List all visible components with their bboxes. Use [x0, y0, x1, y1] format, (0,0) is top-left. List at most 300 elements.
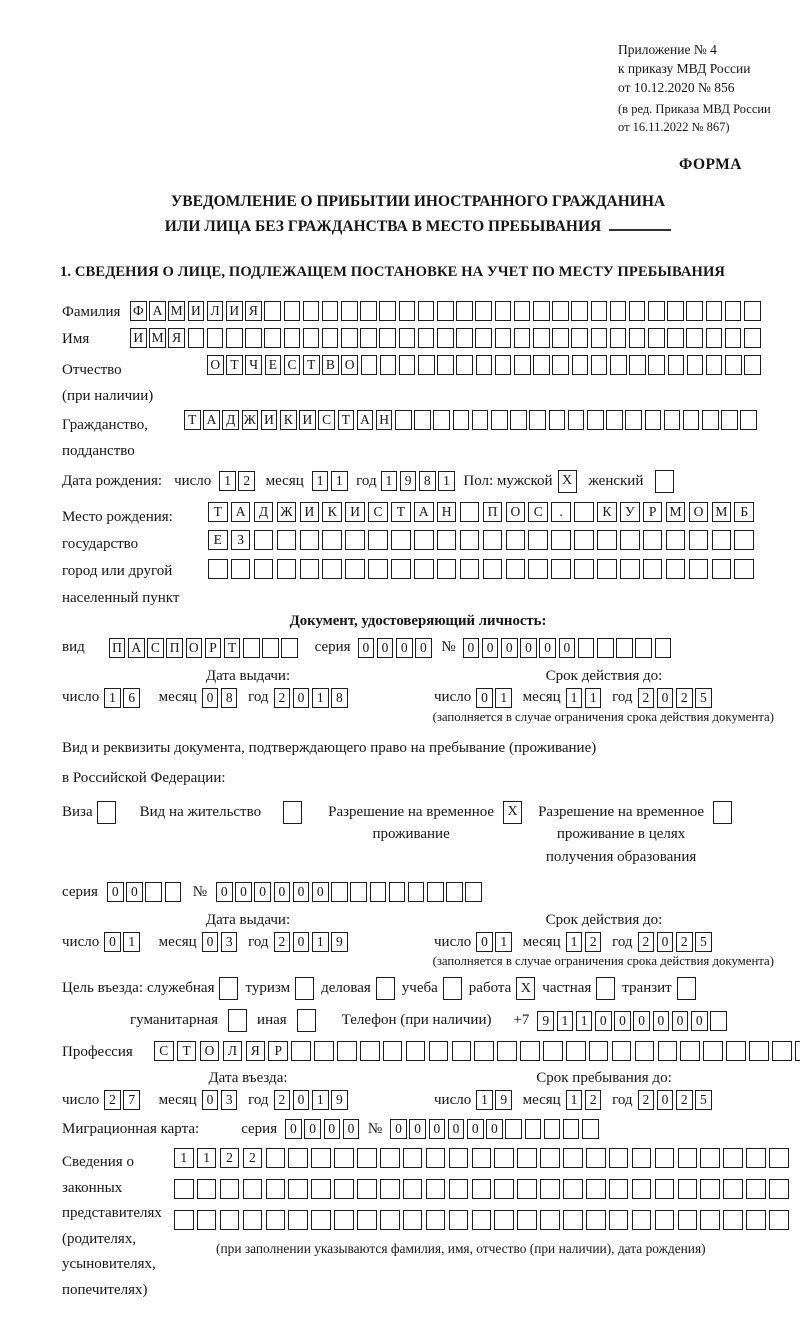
char-box [586, 1179, 606, 1199]
char-box [322, 559, 342, 579]
char-box [291, 1041, 311, 1061]
char-box: 0 [343, 1119, 360, 1139]
char-box [734, 530, 754, 550]
doc-valid-month-boxes [566, 688, 604, 708]
char-box [517, 1210, 537, 1230]
residence-valid-until-heading: Срок действия до: [545, 912, 663, 929]
temp-permit-label: Разрешение на временное проживание [328, 803, 495, 843]
entry-dates-block [62, 1070, 774, 1110]
char-box: 5 [695, 932, 712, 952]
purpose-option-label: частная [542, 980, 592, 997]
char-box [360, 301, 377, 321]
char-box: М [712, 502, 732, 522]
char-box [528, 559, 548, 579]
char-box [207, 328, 224, 348]
char-box [549, 410, 566, 430]
day-label: число [434, 1091, 472, 1108]
char-box: 0 [293, 688, 310, 708]
char-box [563, 1210, 583, 1230]
char-box [655, 1148, 675, 1168]
char-box [361, 355, 378, 375]
visit-purpose-label: Цель въезда: [62, 980, 143, 997]
char-box [725, 355, 742, 375]
char-box [345, 559, 365, 579]
char-box: 1 [123, 932, 140, 952]
char-box: Я [246, 1041, 266, 1061]
doc-kind-label: вид [62, 639, 85, 656]
char-box: 0 [429, 1119, 446, 1139]
char-box: 2 [274, 688, 291, 708]
char-box [629, 355, 646, 375]
doc-kind-boxes [109, 638, 301, 658]
day-label: число [62, 689, 100, 706]
char-box [311, 1210, 331, 1230]
char-box [437, 355, 454, 375]
char-box: 0 [126, 882, 143, 902]
char-box: 3 [221, 932, 238, 952]
annex-line: от 10.12.2020 № 856 [618, 80, 735, 96]
char-box: 1 [381, 471, 398, 491]
birth-place-block [62, 502, 774, 613]
name-row [62, 328, 774, 348]
char-box [380, 1179, 400, 1199]
identity-doc-row [62, 638, 774, 658]
doc-issue-date-heading: Дата выдачи: [205, 667, 291, 684]
char-box: 2 [238, 471, 255, 491]
char-box [721, 410, 738, 430]
char-box [334, 1210, 354, 1230]
char-box [426, 1148, 446, 1168]
char-box [243, 638, 260, 658]
char-box [612, 1041, 632, 1061]
char-box: Ж [242, 410, 259, 430]
char-box: С [154, 1041, 174, 1061]
char-box [668, 355, 685, 375]
char-box [587, 410, 604, 430]
char-box: 2 [585, 1090, 602, 1110]
char-box [288, 1210, 308, 1230]
char-box [571, 301, 588, 321]
residence-issue-month-boxes [202, 932, 240, 952]
purpose-option-label: транзит [622, 980, 672, 997]
char-box: 0 [274, 882, 291, 902]
char-box: И [345, 502, 365, 522]
char-box [264, 301, 281, 321]
char-box: 1 [557, 1011, 574, 1031]
char-box: 8 [331, 688, 348, 708]
char-box: Ч [245, 355, 262, 375]
char-box [643, 530, 663, 550]
char-box [491, 410, 508, 430]
char-box [666, 530, 686, 550]
char-box [465, 882, 482, 902]
char-box [368, 530, 388, 550]
char-box: И [188, 301, 205, 321]
char-box [648, 355, 665, 375]
char-box [429, 1041, 449, 1061]
char-box [165, 882, 182, 902]
citizenship-boxes [184, 410, 760, 430]
purpose-humanitarian-checkbox [228, 1009, 247, 1032]
char-box: А [128, 638, 145, 658]
char-box [552, 301, 569, 321]
char-box [749, 1041, 769, 1061]
char-box: С [528, 502, 548, 522]
char-box: И [300, 502, 320, 522]
char-box: Я [245, 301, 262, 321]
char-box [700, 1179, 720, 1199]
char-box: 1 [476, 1090, 493, 1110]
char-box: И [130, 328, 147, 348]
char-box [266, 1179, 286, 1199]
char-box: 8 [419, 471, 436, 491]
char-box [746, 1148, 766, 1168]
char-box: 9 [331, 932, 348, 952]
month-label: месяц [265, 472, 304, 489]
doc-valid-day-boxes [476, 688, 514, 708]
char-box [529, 410, 546, 430]
char-box: О [186, 638, 203, 658]
char-box [370, 882, 387, 902]
char-box: 0 [293, 932, 310, 952]
char-box [525, 1119, 542, 1139]
char-box [632, 1179, 652, 1199]
residence-num-boxes [216, 882, 485, 902]
char-box [514, 301, 531, 321]
char-box: О [506, 502, 526, 522]
char-box [710, 1011, 727, 1031]
birth-date-row [62, 470, 774, 493]
char-box: 1 [174, 1148, 194, 1168]
day-label: число [174, 472, 212, 489]
char-box [460, 559, 480, 579]
identity-doc-heading: Документ, удостоверяющий личность: [289, 612, 547, 629]
char-box: Ф [130, 301, 147, 321]
char-box [494, 1148, 514, 1168]
char-box: Н [437, 502, 457, 522]
char-box: 1 [219, 471, 236, 491]
char-box [578, 638, 595, 658]
name-boxes [130, 328, 763, 348]
residence-dates-block [62, 912, 774, 952]
char-box: О [689, 502, 709, 522]
char-box: А [149, 301, 166, 321]
char-box [357, 1148, 377, 1168]
char-box [281, 638, 298, 658]
representatives-labels: Сведения о законных представителях (родителях, усыновителях, попечителях) [62, 1154, 162, 1298]
char-box [723, 1210, 743, 1230]
char-box: И [261, 410, 278, 430]
char-box: 0 [254, 882, 271, 902]
char-box [635, 638, 652, 658]
char-box: К [280, 410, 297, 430]
purpose-study-checkbox [443, 977, 462, 1000]
char-box: 0 [653, 1011, 670, 1031]
char-box [712, 559, 732, 579]
char-box: 0 [312, 882, 329, 902]
year-label: год [356, 472, 377, 489]
char-box [517, 1179, 537, 1199]
name-label: Имя [62, 330, 90, 347]
char-box: 2 [585, 932, 602, 952]
birth-month-boxes [312, 471, 350, 491]
char-box [591, 355, 608, 375]
char-box [220, 1210, 240, 1230]
entry-date-heading: Дата въезда: [208, 1070, 288, 1087]
char-box [635, 1041, 655, 1061]
phone-label: Телефон (при наличии) [341, 1012, 492, 1029]
char-box [726, 1041, 746, 1061]
male-checkbox: X [558, 470, 577, 493]
char-box: 2 [274, 1090, 291, 1110]
year-label: год [248, 689, 269, 706]
char-box: 2 [638, 1090, 655, 1110]
char-box [746, 1179, 766, 1199]
migration-card-label: Миграционная карта: [62, 1120, 200, 1137]
residence-valid-day-boxes [476, 932, 514, 952]
char-box: 2 [220, 1148, 240, 1168]
seriya-label: серия [314, 639, 351, 656]
char-box [568, 410, 585, 430]
doc-restriction-note: (заполняется в случае ограничения срока действия документа) [432, 709, 774, 724]
char-box: И [226, 301, 243, 321]
char-box [795, 1041, 800, 1061]
char-box: Р [205, 638, 222, 658]
birth-day-boxes [219, 471, 257, 491]
char-box [284, 328, 301, 348]
char-box: Т [184, 410, 201, 430]
char-box [475, 328, 492, 348]
seriya-label: серия [241, 1120, 278, 1137]
residence-seriya-row [62, 882, 774, 902]
char-box [586, 1148, 606, 1168]
title-blank-line [609, 218, 671, 231]
char-box [582, 1119, 599, 1139]
birth-place-boxes-2 [208, 530, 757, 550]
stay-until-heading: Срок пребывания до: [536, 1070, 672, 1087]
char-box [360, 328, 377, 348]
char-box [666, 559, 686, 579]
year-label: год [612, 1091, 633, 1108]
char-box [220, 1179, 240, 1199]
char-box [303, 301, 320, 321]
char-box [655, 1179, 675, 1199]
char-box [632, 1148, 652, 1168]
char-box: М [168, 301, 185, 321]
char-box [597, 559, 617, 579]
sex-female-label: женский [588, 472, 644, 489]
char-box [243, 1210, 263, 1230]
representatives-boxes-1 [174, 1148, 792, 1168]
char-box: 0 [482, 638, 499, 658]
char-box: 0 [595, 1011, 612, 1031]
char-box: 0 [672, 1011, 689, 1031]
char-box [551, 559, 571, 579]
annex-line: Приложение № 4 [618, 42, 717, 57]
residence-issue-date-heading: Дата выдачи: [205, 912, 291, 929]
residence-issue-day-boxes [104, 932, 142, 952]
char-box [551, 530, 571, 550]
char-box [648, 301, 665, 321]
char-box: 5 [695, 688, 712, 708]
char-box: 0 [657, 1090, 674, 1110]
char-box [414, 559, 434, 579]
char-box [322, 530, 342, 550]
char-box [769, 1210, 789, 1230]
char-box: А [357, 410, 374, 430]
phone-prefix: +7 [513, 1012, 530, 1029]
birth-place-boxes-3 [208, 559, 757, 579]
char-box: С [368, 502, 388, 522]
forma-label: ФОРМА [678, 155, 742, 173]
char-box [262, 638, 279, 658]
char-box [664, 410, 681, 430]
char-box: 0 [358, 638, 375, 658]
char-box [746, 1210, 766, 1230]
char-box [574, 559, 594, 579]
birth-year-boxes [381, 471, 458, 491]
char-box [571, 328, 588, 348]
purpose-transit-checkbox [677, 977, 696, 1000]
patronymic-label: Отчество (при наличии) [62, 361, 154, 404]
purpose-option-label: учеба [401, 980, 438, 997]
char-box [303, 328, 320, 348]
char-box [725, 328, 742, 348]
char-box [658, 1041, 678, 1061]
char-box: Е [265, 355, 282, 375]
char-box [648, 328, 665, 348]
residence-permit-label: Вид на жительство [139, 803, 262, 820]
char-box [702, 410, 719, 430]
purpose-option-label: работа [468, 980, 512, 997]
char-box [314, 1041, 334, 1061]
char-box: Я [168, 328, 185, 348]
char-box [533, 328, 550, 348]
char-box: М [149, 328, 166, 348]
temp-permit-checkbox: X [503, 801, 522, 824]
entry-day-boxes [104, 1090, 142, 1110]
char-box [399, 301, 416, 321]
char-box: К [597, 502, 617, 522]
char-box: Т [303, 355, 320, 375]
char-box: 3 [221, 1090, 238, 1110]
char-box [453, 410, 470, 430]
char-box: Ж [277, 502, 297, 522]
char-box [497, 1041, 517, 1061]
residence-doc-intro: Вид и реквизиты документа, подтверждающего право на пребывание (проживание) в Российской Федерации: [62, 739, 597, 786]
birth-place-boxes-1 [208, 502, 757, 522]
char-box [414, 410, 431, 430]
char-box: 1 [197, 1148, 217, 1168]
char-box: З [231, 530, 251, 550]
char-box [254, 530, 274, 550]
char-box: 1 [576, 1011, 593, 1031]
char-box [456, 355, 473, 375]
char-box [528, 530, 548, 550]
char-box [610, 355, 627, 375]
doc-dates-block [62, 668, 774, 708]
num-label: № [441, 639, 456, 656]
form-title-line2: ИЛИ ЛИЦА БЕЗ ГРАЖДАНСТВА В МЕСТО ПРЕБЫВАНИЯ [62, 215, 774, 240]
char-box [418, 328, 435, 348]
char-box [341, 328, 358, 348]
char-box [433, 410, 450, 430]
purpose-option-label: служебная [146, 980, 215, 997]
char-box: П [483, 502, 503, 522]
purpose-other-checkbox [297, 1009, 316, 1032]
char-box [625, 410, 642, 430]
char-box [226, 328, 243, 348]
char-box [700, 1148, 720, 1168]
char-box: 0 [202, 932, 219, 952]
char-box [174, 1179, 194, 1199]
residence-valid-month-boxes [566, 932, 604, 952]
citizenship-row [62, 410, 774, 465]
char-box: 6 [123, 688, 140, 708]
char-box: 2 [274, 932, 291, 952]
profession-row [62, 1041, 774, 1061]
char-box [723, 1148, 743, 1168]
char-box: 0 [448, 1119, 465, 1139]
patronymic-boxes [207, 355, 763, 375]
char-box [591, 301, 608, 321]
residence-seriya-boxes [107, 882, 184, 902]
migration-card-row [62, 1119, 774, 1139]
char-box [643, 559, 663, 579]
char-box [264, 328, 281, 348]
char-box: 2 [676, 688, 693, 708]
char-box [300, 530, 320, 550]
doc-issue-month-boxes [202, 688, 240, 708]
purpose-private-checkbox [596, 977, 615, 1000]
annex-note-line: (в ред. Приказа МВД России [618, 102, 771, 117]
char-box: Т [208, 502, 228, 522]
birth-place-labels: Место рождения: государство город или другой населенный пункт [62, 508, 180, 607]
char-box [686, 301, 703, 321]
char-box [544, 1119, 561, 1139]
char-box [472, 1210, 492, 1230]
char-box [744, 355, 761, 375]
char-box [494, 1210, 514, 1230]
char-box [700, 1210, 720, 1230]
char-box [426, 1210, 446, 1230]
char-box: Б [734, 502, 754, 522]
sex-male-label: Пол: мужской [463, 472, 553, 489]
char-box [543, 1041, 563, 1061]
char-box [389, 882, 406, 902]
char-box: Т [224, 638, 241, 658]
char-box [266, 1210, 286, 1230]
char-box: 1 [585, 688, 602, 708]
char-box: 0 [501, 638, 518, 658]
char-box [322, 328, 339, 348]
char-box [689, 530, 709, 550]
visa-label: Виза [62, 803, 93, 820]
annex-line: к приказу МВД России [618, 61, 751, 77]
char-box: Л [207, 301, 224, 321]
char-box [437, 559, 457, 579]
char-box: 9 [400, 471, 417, 491]
char-box: 0 [285, 1119, 302, 1139]
representatives-block [62, 1148, 774, 1303]
residence-restriction-note: (заполняется в случае ограничения срока действия документа) [432, 954, 774, 969]
char-box [610, 301, 627, 321]
doc-issue-year-boxes [274, 688, 351, 708]
char-box [360, 1041, 380, 1061]
char-box [563, 1119, 580, 1139]
surname-label: Фамилия [62, 303, 121, 320]
doc-valid-year-boxes [638, 688, 715, 708]
